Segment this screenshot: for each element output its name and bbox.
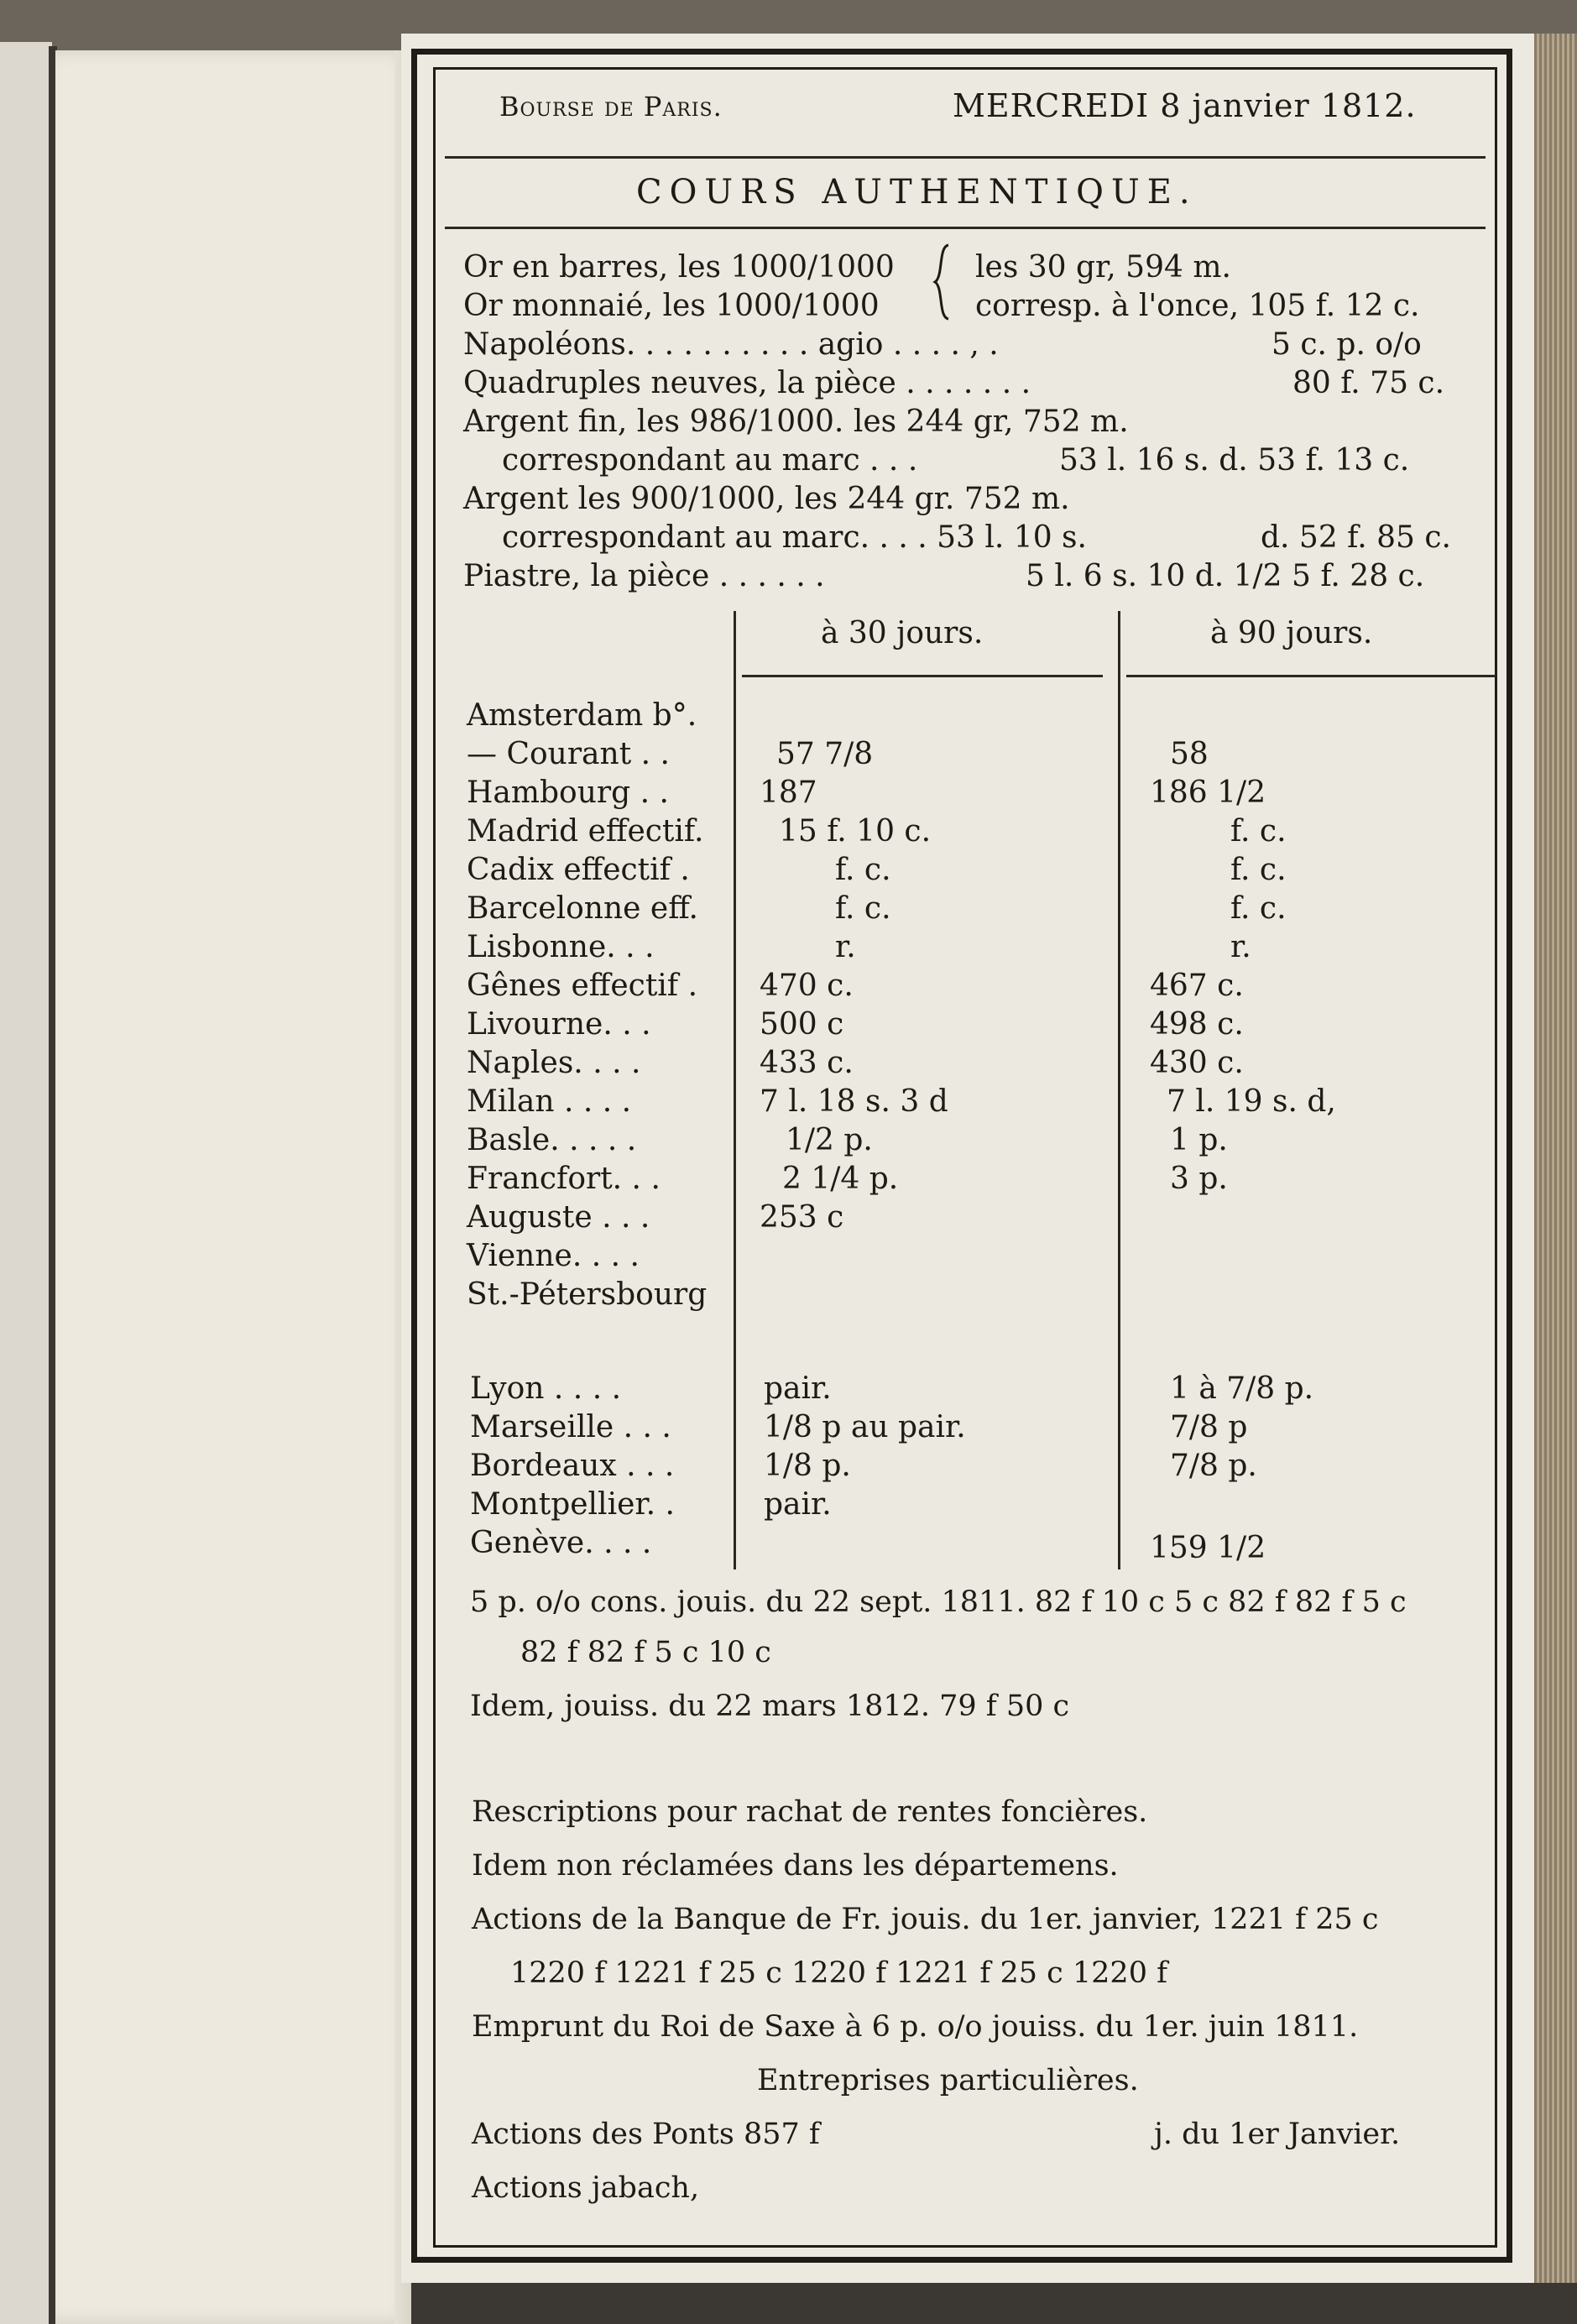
exchange-rate-30: 470 c. [760,969,854,1003]
exchange-place: — Courant . . [467,737,670,771]
exchange-place: Cadix effectif . [467,853,690,887]
brace-icon [930,243,955,321]
page-title: COURS AUTHENTIQUE. [636,173,1198,212]
exchange-rate-90: 3 p. [1170,1162,1228,1196]
metals-row-left: Argent fin, les 986/1000. les 244 gr, 752 m. [463,405,1129,439]
column-header-30-days: à 30 jours. [821,616,984,650]
exchange-rate-90: 159 1/2 [1150,1531,1266,1565]
exchange-rate-90: 58 [1170,737,1209,771]
lower-line: Idem non réclamées dans les départemens. [472,1849,1119,1883]
metals-row-left: Or en barres, les 1000/1000 [463,250,895,285]
exchange-place: Livourne. . . [467,1007,651,1042]
exchange-place: Madrid effectif. [467,814,704,849]
ponts-right: j. du 1er Janvier. [1154,2118,1401,2151]
exchange-place: Lyon . . . . [470,1371,622,1406]
header-rule [445,156,1486,159]
exchange-rate-30: 500 c [760,1007,844,1042]
exchange-rate-90: 7 l. 19 s. d, [1167,1084,1336,1119]
exchange-rate-90: f. c. [1230,853,1287,887]
column-header-90-days: à 90 jours. [1210,616,1373,650]
exchange-rate-30: 253 c [760,1200,844,1235]
exchange-rate-30: 433 c. [760,1046,854,1080]
metals-row-left: Napoléons. . . . . . . . . . agio . . . . , . [463,327,999,362]
exchange-rate-30: f. c. [835,853,891,887]
exchange-rate-30: pair. [764,1487,832,1522]
exchange-place: Genève. . . . [470,1526,652,1560]
exchange-place: Milan . . . . [467,1084,632,1119]
exchange-rate-90: 498 c. [1150,1007,1244,1042]
exchange-divider-right [1118,611,1120,1569]
exchange-rate-90: 7/8 p. [1170,1449,1257,1483]
metals-row-left: Quadruples neuves, la pièce . . . . . . . [463,366,1031,400]
metals-row-left: Piastre, la pièce . . . . . . [463,559,825,593]
exchange-place: Marseille . . . [470,1410,671,1444]
metals-row-left: correspondant au marc. . . . 53 l. 10 s. [502,520,1087,555]
exchange-place: Gênes effectif . [467,969,698,1003]
exchange-place: St.-Pétersbourg [467,1277,708,1312]
title-rule [445,227,1486,229]
metals-row-right: 5 c. p. o/o [1272,327,1422,362]
exchange-place: Bordeaux . . . [470,1449,675,1483]
exchange-rate-30: f. c. [835,891,891,926]
book-bottom-shadow [411,2283,1577,2324]
exchange-rate-90: f. c. [1230,891,1287,926]
header-bourse: Bourse de Paris. [499,91,723,123]
lower-line: Emprunt du Roi de Saxe à 6 p. o/o jouiss. du 1er. juin 1811. [472,2010,1359,2044]
exchange-divider-left [734,611,736,1569]
private-heading: Entreprises particulières. [757,2064,1139,2097]
exchange-place: Basle. . . . . [467,1123,637,1157]
funds-line: Idem, jouiss. du 22 mars 1812. 79 f 50 c [470,1689,1070,1723]
exchange-rate-90: r. [1230,930,1251,964]
exchange-rate-30: 1/8 p au pair. [764,1410,966,1444]
funds-line: 82 f 82 f 5 c 10 c [520,1636,771,1669]
lower-line: Rescriptions pour rachat de rentes foncières. [472,1795,1148,1829]
exchange-place: Barcelonne eff. [467,891,698,926]
exchange-rate-30: 2 1/4 p. [782,1162,899,1196]
exchange-rate-90: 7/8 p [1170,1410,1248,1444]
exchange-rate-30: 15 f. 10 c. [779,814,932,849]
lower-line: Actions de la Banque de Fr. jouis. du 1er. janvier, 1221 f 25 c [472,1903,1379,1936]
metals-row-right: 80 f. 75 c. [1292,366,1445,400]
exchange-place: Amsterdam b°. [467,698,697,733]
metals-row-right: 5 l. 6 s. 10 d. 1/2 5 f. 28 c. [1026,559,1425,593]
exchange-header-rule-90 [1126,675,1496,677]
page-edges [1529,34,1577,2283]
exchange-rate-30: 187 [760,776,817,810]
ponts-left: Actions des Ponts 857 f [472,2118,820,2151]
jabach-line: Actions jabach, [472,2171,700,2205]
exchange-place: Hambourg . . [467,776,669,810]
exchange-rate-90: 1 p. [1170,1123,1228,1157]
exchange-rate-90: 430 c. [1150,1046,1244,1080]
exchange-place: Francfort. . . [467,1162,661,1196]
exchange-rate-30: pair. [764,1371,832,1406]
exchange-place: Auguste . . . [467,1200,650,1235]
exchange-rate-90: 1 à 7/8 p. [1170,1371,1314,1406]
lower-line: 1220 f 1221 f 25 c 1220 f 1221 f 25 c 1220 f [510,1956,1168,1990]
exchange-rate-90: f. c. [1230,814,1287,849]
exchange-rate-90: 467 c. [1150,969,1244,1003]
previous-page-edge [0,42,52,2324]
exchange-rate-30: r. [835,930,856,964]
metals-row-left: correspondant au marc . . . [502,443,918,478]
metals-row-left: Argent les 900/1000, les 244 gr. 752 m. [463,482,1070,516]
exchange-place: Montpellier. . [470,1487,675,1522]
exchange-place: Naples. . . . [467,1046,641,1080]
metals-row-right: corresp. à l'once, 105 f. 12 c. [975,289,1420,323]
header-date: MERCREDI 8 janvier 1812. [953,87,1417,124]
metals-row-right: 53 l. 16 s. d. 53 f. 13 c. [1059,443,1410,478]
exchange-rate-30: 7 l. 18 s. 3 d [760,1084,948,1119]
metals-row-right: d. 52 f. 85 c. [1261,520,1451,555]
exchange-place: Vienne. . . . [467,1239,640,1273]
exchange-rate-30: 57 7/8 [776,737,874,771]
exchange-header-rule-30 [742,675,1103,677]
exchange-rate-30: 1/2 p. [786,1123,873,1157]
funds-line: 5 p. o/o cons. jouis. du 22 sept. 1811. 82 f 10 c 5 c 82 f 82 f 5 c [470,1585,1407,1619]
exchange-rate-30: 1/8 p. [764,1449,851,1483]
exchange-place: Lisbonne. . . [467,930,655,964]
exchange-rate-90: 186 1/2 [1150,776,1266,810]
metals-row-left: Or monnaié, les 1000/1000 [463,289,880,323]
metals-row-right: les 30 gr, 594 m. [975,250,1231,285]
blank-left-page [55,50,416,2324]
